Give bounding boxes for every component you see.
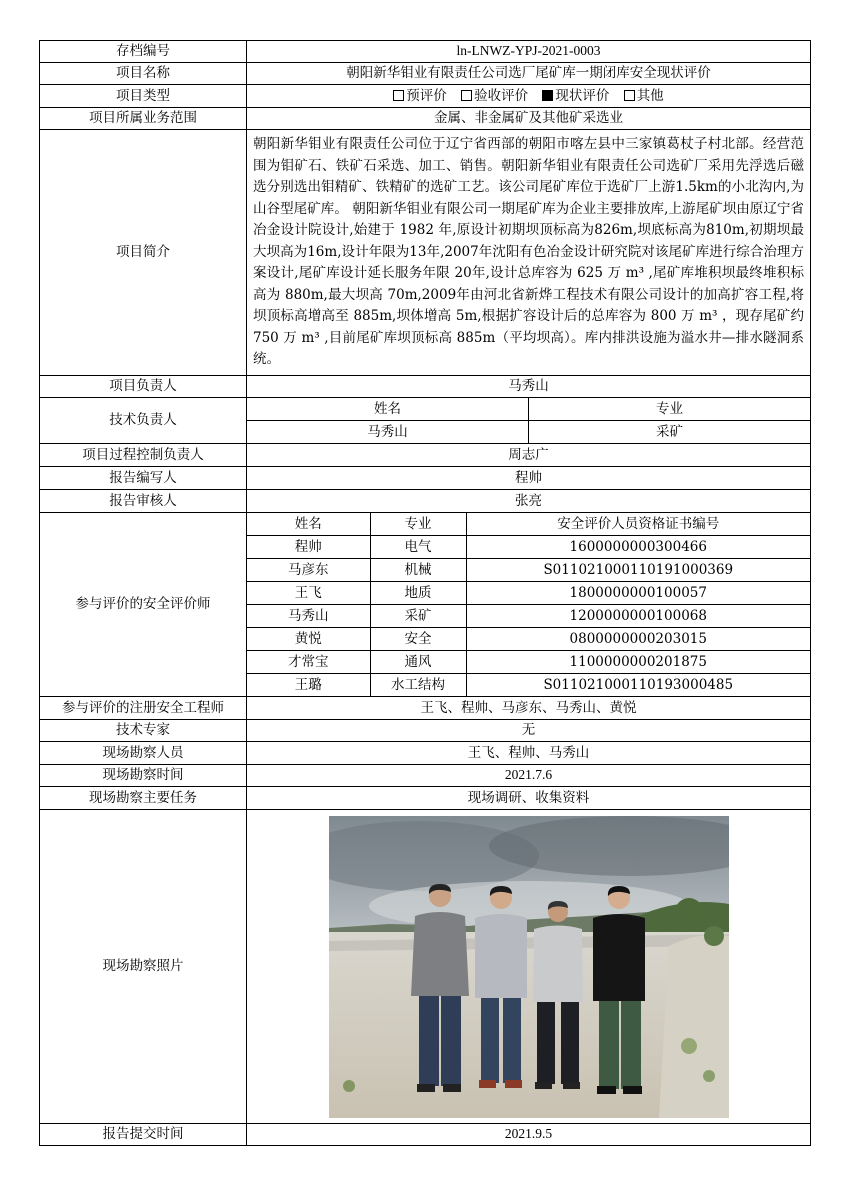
evaluator-major: 机械 (370, 559, 466, 582)
option-label: 验收评价 (474, 87, 529, 104)
intro-label: 项目简介 (40, 130, 247, 376)
evaluator-cert: 1100000000201875 (466, 651, 810, 674)
tech-leader-major: 采矿 (529, 421, 811, 444)
row-tech-expert (40, 720, 811, 742)
survey-time-value: 2021.7.6 (247, 765, 811, 787)
table-row (247, 536, 810, 559)
process-control-value: 周志广 (247, 444, 811, 467)
site-survey-photo (329, 816, 729, 1118)
project-type-label: 项目类型 (40, 85, 247, 108)
tech-expert-label: 技术专家 (40, 720, 247, 742)
option-label: 现状评价 (555, 87, 610, 104)
evaluator-name: 王飞 (247, 582, 370, 605)
evaluator-cert: S011021000110193000485 (466, 674, 810, 697)
row-business-scope (40, 108, 811, 130)
project-leader-value: 马秀山 (247, 376, 811, 398)
evaluators-header-cert: 安全评价人员资格证书编号 (466, 513, 810, 536)
survey-people-label: 现场勘察人员 (40, 742, 247, 765)
row-project-name (40, 63, 811, 85)
business-scope-value: 金属、非金属矿及其他矿采选业 (247, 108, 811, 130)
report-writer-label: 报告编写人 (40, 467, 247, 490)
checkbox-pre-evaluation[interactable] (393, 90, 404, 101)
project-name-value: 朝阳新华钼业有限责任公司选厂尾矿库一期闭库安全现状评价 (247, 63, 811, 85)
safety-engineers-label: 参与评价的注册安全工程师 (40, 697, 247, 720)
row-survey-people (40, 742, 811, 765)
tech-expert-value: 无 (247, 720, 811, 742)
archive-no-value: ln-LNWZ-YPJ-2021-0003 (247, 41, 811, 63)
evaluator-cert: 1800000000100057 (466, 582, 810, 605)
evaluators-label: 参与评价的安全评价师 (40, 513, 247, 697)
evaluator-name: 马秀山 (247, 605, 370, 628)
survey-task-value: 现场调研、收集资料 (247, 787, 811, 810)
option-other[interactable] (624, 88, 664, 104)
row-process-control (40, 444, 811, 467)
project-type-options (247, 85, 811, 108)
evaluator-major: 通风 (370, 651, 466, 674)
row-archive-no (40, 41, 811, 63)
row-survey-photo (40, 810, 811, 1124)
row-survey-time (40, 765, 811, 787)
evaluator-cert: 0800000000203015 (466, 628, 810, 651)
evaluator-name: 程帅 (247, 536, 370, 559)
business-scope-label: 项目所属业务范围 (40, 108, 247, 130)
evaluator-name: 马彦东 (247, 559, 370, 582)
tech-leader-subtable-cell (247, 398, 811, 444)
project-leader-label: 项目负责人 (40, 376, 247, 398)
evaluator-name: 王璐 (247, 674, 370, 697)
evaluator-cert: S011021000110191000369 (466, 559, 810, 582)
evaluator-cert: 1600000000300466 (466, 536, 810, 559)
checkbox-acceptance-evaluation[interactable] (461, 90, 472, 101)
row-safety-engineers (40, 697, 811, 720)
evaluators-header-major: 专业 (370, 513, 466, 536)
table-row (247, 674, 810, 697)
checkbox-other[interactable] (624, 90, 635, 101)
survey-task-label: 现场勘察主要任务 (40, 787, 247, 810)
evaluator-name: 才常宝 (247, 651, 370, 674)
evaluator-major: 地质 (370, 582, 466, 605)
option-pre-evaluation[interactable] (393, 88, 447, 104)
survey-people-value: 王飞、程帅、马秀山 (247, 742, 811, 765)
table-row (247, 651, 810, 674)
row-survey-task (40, 787, 811, 810)
evaluators-header-name: 姓名 (247, 513, 370, 536)
table-row (247, 559, 810, 582)
survey-photo-label: 现场勘察照片 (40, 810, 247, 1124)
evaluator-name: 黄悦 (247, 628, 370, 651)
submit-time-label: 报告提交时间 (40, 1124, 247, 1146)
row-project-type (40, 85, 811, 108)
table-row (247, 582, 810, 605)
table-row (247, 605, 810, 628)
survey-time-label: 现场勘察时间 (40, 765, 247, 787)
report-reviewer-value: 张亮 (247, 490, 811, 513)
archive-no-label: 存档编号 (40, 41, 247, 63)
option-status-evaluation[interactable] (542, 88, 609, 104)
tech-leader-header-name: 姓名 (247, 398, 529, 421)
tech-leader-header-major: 专业 (529, 398, 811, 421)
evaluation-info-table (39, 40, 811, 1146)
report-writer-value: 程帅 (247, 467, 811, 490)
evaluator-major: 安全 (370, 628, 466, 651)
survey-photo-cell (247, 810, 811, 1124)
person-4 (593, 886, 645, 1094)
option-label: 预评价 (406, 87, 447, 104)
option-label: 其他 (636, 87, 664, 104)
evaluator-major: 电气 (370, 536, 466, 559)
row-report-reviewer (40, 490, 811, 513)
evaluators-header-row (247, 513, 810, 536)
evaluator-major: 采矿 (370, 605, 466, 628)
process-control-label: 项目过程控制负责人 (40, 444, 247, 467)
safety-engineers-value: 王飞、程帅、马彦东、马秀山、黄悦 (247, 697, 811, 720)
evaluators-subtable-cell (247, 513, 811, 697)
tech-leader-label: 技术负责人 (40, 398, 247, 444)
intro-text: 朝阳新华钼业有限责任公司位于辽宁省西部的朝阳市喀左县中三家镇葛杖子村北部。经营范围为钼矿石、铁矿石采选、加工、销售。朝阳新华钼业有限责任公司选矿厂采用先浮选后磁选分别选出钼精矿、铁精矿的选矿工艺。该公司尾矿库位于选矿厂上游1.5km的小北沟内,为山谷型尾矿库。 朝阳新华钼业有限公司一期尾矿库为企业主要排放库,上游尾矿坝由原辽宁省冶金设计院设计,始建于 1982 年,原设计初期坝顶标高为826m,坝底标高为810m,初期坝最大坝高为16m,设计年限为13年,2007年沈阳有色冶金设计研究院对该尾矿库进行综合治理方案设计,尾矿库设计延长服务年限 20年,设计总库容为 625 万 m³ ,尾矿库堆积坝最终堆积标高为 880m,最大坝高 70m,2009年由河北省新烨工程技术有限公司设计的加高扩容工程,将坝顶标高增高至 885m,坝体增高 5m,根据扩容设计后的总库容为 800 万 m³ ，现存尾矿约 750 万 m³ ,目前尾矿库坝顶标高 885m（平均坝高）。库内排洪设施为溢水井—排水隧洞系统。 (247, 130, 811, 376)
evaluator-cert: 1200000000100068 (466, 605, 810, 628)
evaluator-major: 水工结构 (370, 674, 466, 697)
report-reviewer-label: 报告审核人 (40, 490, 247, 513)
option-acceptance-evaluation[interactable] (461, 88, 528, 104)
row-intro (40, 130, 811, 376)
submit-time-value: 2021.9.5 (247, 1124, 811, 1146)
table-row (247, 628, 810, 651)
tech-leader-name: 马秀山 (247, 421, 529, 444)
project-name-label: 项目名称 (40, 63, 247, 85)
checkbox-status-evaluation[interactable] (542, 90, 553, 101)
row-tech-leader (40, 398, 811, 444)
evaluators-subtable (247, 513, 810, 696)
row-project-leader (40, 376, 811, 398)
row-evaluators (40, 513, 811, 697)
row-submit-time (40, 1124, 811, 1146)
tech-leader-subtable (247, 398, 810, 443)
row-report-writer (40, 467, 811, 490)
